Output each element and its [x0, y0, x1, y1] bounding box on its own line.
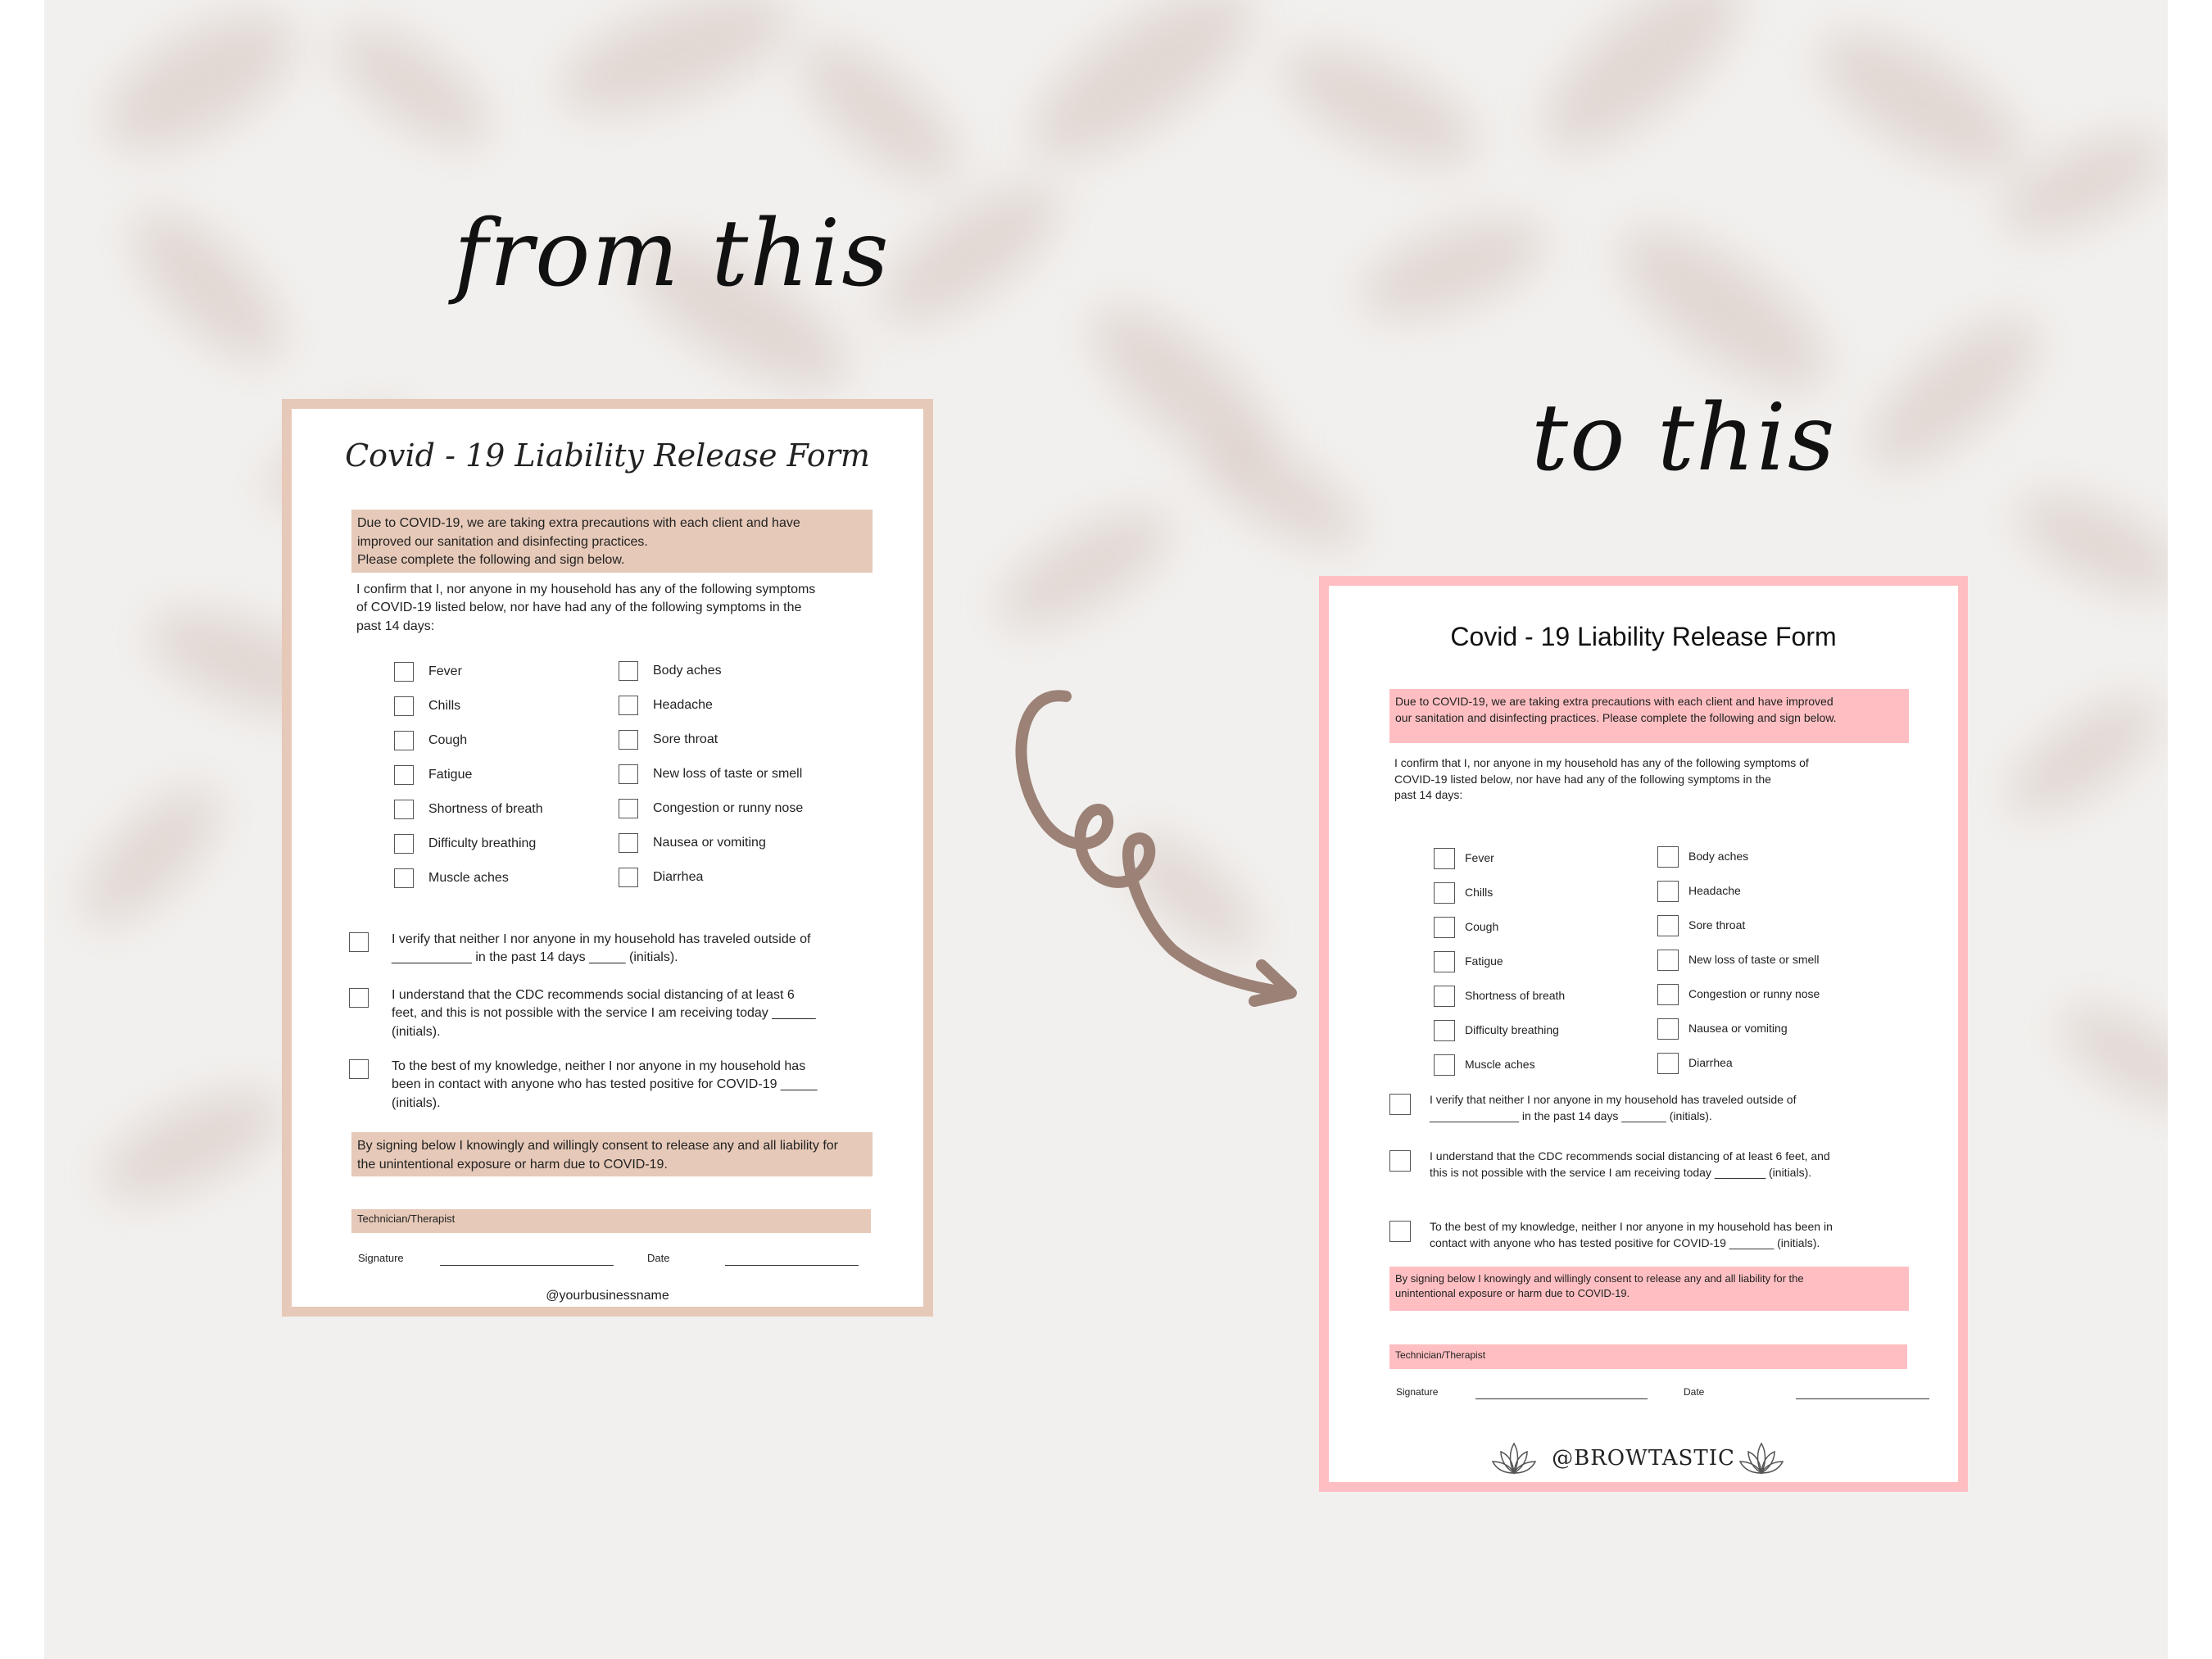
statement-line: I verify that neither I nor anyone in my household has traveled outside of	[1430, 1093, 1797, 1106]
date-label: Date	[647, 1252, 670, 1264]
symptom-checkbox[interactable]	[1657, 846, 1679, 868]
statement-text	[392, 931, 900, 968]
statement-line: ___________ in the past 14 days _____ (initials).	[392, 950, 678, 965]
statement-text	[392, 986, 900, 1041]
signature-line	[1475, 1398, 1648, 1399]
statement-line: To the best of my knowledge, neither I nor anyone in my household has	[392, 1059, 806, 1073]
form-title: Covid - 19 Liability Release Form	[345, 437, 870, 474]
statement-line: I verify that neither I nor anyone in my household has traveled outside of	[392, 932, 811, 946]
form-before-card	[282, 399, 933, 1317]
leaf-shadow	[1348, 198, 1559, 338]
consent-line: the unintentional exposure or harm due to COVID-19.	[357, 1157, 668, 1172]
symptom-checkbox[interactable]	[394, 834, 414, 854]
symptom-label: Headache	[1688, 884, 1741, 897]
symptom-checkbox[interactable]	[394, 868, 414, 888]
from-this-heading: from this	[454, 201, 891, 307]
statement-line: feet, and this is not possible with the service I am receiving today ______	[392, 1006, 816, 1021]
symptom-label: Fever	[1465, 851, 1494, 864]
symptom-checkbox[interactable]	[619, 730, 638, 750]
symptom-label: Difficulty breathing	[1465, 1023, 1559, 1036]
symptom-label: Fever	[428, 664, 462, 678]
signature-line	[440, 1265, 614, 1266]
symptom-label: New loss of taste or smell	[653, 767, 803, 781]
decorative-arrow-icon	[962, 672, 1306, 1016]
intro-band	[351, 510, 873, 573]
leaf-shadow	[318, 4, 508, 168]
symptom-checkbox[interactable]	[1657, 1053, 1679, 1074]
technician-label: Technician/Therapist	[1395, 1349, 1486, 1361]
statement-line: I understand that the CDC recommends social distancing of at least 6 feet, and	[1430, 1149, 1830, 1163]
technician-band	[1389, 1344, 1907, 1369]
confirm-line: of COVID-19 listed below, nor have had any of the following symptoms in the	[356, 601, 802, 615]
symptom-checkbox[interactable]	[1434, 882, 1455, 904]
statement-line: (initials).	[392, 1095, 441, 1110]
symptom-label: Fatigue	[428, 768, 473, 782]
statement-checkbox[interactable]	[349, 932, 369, 952]
leaf-shadow	[981, 488, 1189, 650]
symptom-checkbox[interactable]	[1434, 917, 1455, 938]
confirm-line: COVID-19 listed below, nor have had any of the following symptoms in the	[1394, 772, 1771, 786]
symptom-checkbox[interactable]	[619, 661, 638, 681]
statement-text	[1430, 1219, 1938, 1251]
symptom-checkbox[interactable]	[619, 833, 638, 853]
symptom-label: Diarrhea	[653, 870, 704, 884]
confirm-line: past 14 days:	[1394, 788, 1463, 802]
statement-line: To the best of my knowledge, neither I nor anyone in my household has been in	[1430, 1220, 1833, 1233]
statement-line: been in contact with anyone who has tested positive for COVID-19 _____	[392, 1077, 818, 1092]
consent-band	[1389, 1267, 1909, 1311]
statement-checkbox[interactable]	[349, 988, 369, 1008]
intro-line: our sanitation and disinfecting practices. Please complete the following and sign below.	[1395, 710, 1837, 724]
consent-line: By signing below I knowingly and willingly consent to release any and all liability for the	[1395, 1272, 1804, 1285]
statement-text	[1430, 1149, 1938, 1181]
leaf-shadow	[859, 159, 1081, 348]
symptom-label: Nausea or vomiting	[653, 836, 766, 850]
symptom-checkbox[interactable]	[1434, 1020, 1455, 1041]
form-after-card	[1319, 576, 1968, 1492]
symptom-label: Fatigue	[1465, 954, 1503, 968]
mockup-canvas	[44, 0, 2168, 1659]
lotus-logo-icon	[1738, 1440, 1784, 1476]
symptom-checkbox[interactable]	[1657, 950, 1679, 971]
symptom-label: Chills	[1465, 886, 1494, 899]
leaf-shadow	[1266, 25, 1494, 189]
statement-line: ______________ in the past 14 days _______ (initials).	[1430, 1108, 1712, 1122]
statement-checkbox[interactable]	[1389, 1094, 1411, 1115]
symptom-checkbox[interactable]	[1657, 915, 1679, 936]
symptom-label: Chills	[428, 699, 461, 713]
symptom-label: Shortness of breath	[1465, 989, 1566, 1002]
intro-line: Please complete the following and sign below.	[357, 553, 625, 568]
statement-checkbox[interactable]	[349, 1059, 369, 1079]
symptom-checkbox[interactable]	[1434, 986, 1455, 1007]
signature-label: Signature	[1396, 1386, 1439, 1398]
symptom-label: Muscle aches	[428, 871, 509, 885]
confirm-paragraph	[1394, 755, 1919, 804]
leaf-shadow	[86, 1068, 297, 1222]
symptom-checkbox[interactable]	[1657, 1018, 1679, 1040]
symptom-label: New loss of taste or smell	[1688, 953, 1820, 966]
symptom-label: Headache	[653, 698, 713, 712]
confirm-paragraph	[356, 581, 881, 636]
intro-line: Due to COVID-19, we are taking extra precautions with each client and have	[357, 516, 800, 530]
symptom-label: Body aches	[1688, 850, 1749, 863]
statement-checkbox[interactable]	[1389, 1150, 1411, 1172]
symptom-checkbox[interactable]	[394, 696, 414, 716]
intro-line: improved our sanitation and disinfecting practices.	[357, 534, 648, 549]
leaf-shadow	[61, 766, 240, 945]
symptom-label: Congestion or runny nose	[653, 801, 804, 815]
leaf-shadow	[2046, 987, 2168, 1126]
symptom-checkbox[interactable]	[619, 799, 638, 818]
symptom-label: Sore throat	[1688, 918, 1746, 931]
consent-band	[351, 1132, 873, 1176]
symptom-checkbox[interactable]	[619, 696, 638, 715]
form-title: Covid - 19 Liability Release Form	[1450, 622, 1837, 651]
symptom-label: Cough	[428, 733, 468, 747]
leaf-shadow	[1517, 0, 1766, 179]
date-label: Date	[1684, 1386, 1705, 1398]
statement-text	[1430, 1092, 1938, 1124]
leaf-shadow	[544, 0, 806, 138]
leaf-shadow	[110, 188, 306, 385]
confirm-line: I confirm that I, nor anyone in my household has any of the following symptoms	[356, 582, 816, 596]
consent-line: unintentional exposure or harm due to COVID-19.	[1395, 1287, 1630, 1300]
signature-label: Signature	[358, 1252, 404, 1264]
symptom-label: Difficulty breathing	[428, 836, 537, 850]
technician-band	[351, 1209, 871, 1233]
statement-checkbox[interactable]	[1389, 1221, 1411, 1242]
symptom-checkbox[interactable]	[394, 731, 414, 750]
statement-line: this is not possible with the service I am receiving today ________ (initials).	[1430, 1165, 1812, 1179]
leaf-shadow	[1007, 0, 1278, 189]
leaf-shadow	[83, 0, 316, 178]
consent-line: By signing below I knowingly and willingly consent to release any and all liability for	[357, 1139, 838, 1153]
leaf-shadow	[780, 20, 981, 206]
statement-line: I understand that the CDC recommends social distancing of at least 6	[392, 988, 795, 1002]
symptom-label: Muscle aches	[1465, 1058, 1535, 1071]
symptom-checkbox[interactable]	[1434, 951, 1455, 972]
symptom-label: Body aches	[653, 664, 722, 678]
technician-label: Technician/Therapist	[357, 1213, 456, 1225]
business-handle: @yourbusinessname	[546, 1289, 669, 1303]
symptom-label: Shortness of breath	[428, 802, 543, 816]
statement-text	[392, 1058, 900, 1113]
leaf-shadow	[1185, 419, 1376, 569]
symptom-checkbox[interactable]	[1434, 848, 1455, 869]
leaf-shadow	[1798, 6, 2042, 198]
symptom-checkbox[interactable]	[1434, 1054, 1455, 1076]
intro-band	[1389, 689, 1909, 743]
confirm-line: past 14 days:	[356, 619, 435, 633]
leaf-shadow	[1845, 293, 2060, 493]
to-this-heading: to this	[1531, 385, 1837, 492]
intro-line: Due to COVID-19, we are taking extra precautions with each client and have improved	[1395, 695, 1834, 708]
symptom-checkbox[interactable]	[619, 764, 638, 784]
confirm-line: I confirm that I, nor anyone in my household has any of the following symptoms of	[1394, 756, 1809, 769]
statement-line: contact with anyone who has tested positive for COVID-19 _______ (initials).	[1430, 1235, 1820, 1249]
date-line	[1796, 1398, 1929, 1399]
symptom-checkbox[interactable]	[394, 765, 414, 785]
symptom-checkbox[interactable]	[1657, 984, 1679, 1005]
date-line	[725, 1265, 859, 1266]
symptom-label: Nausea or vomiting	[1688, 1022, 1788, 1035]
symptom-label: Congestion or runny nose	[1688, 987, 1820, 1000]
business-handle: @BROWTASTIC	[1552, 1446, 1735, 1471]
symptom-checkbox[interactable]	[394, 800, 414, 819]
symptom-checkbox[interactable]	[619, 868, 638, 887]
statement-line: (initials).	[392, 1024, 441, 1039]
symptom-checkbox[interactable]	[1657, 881, 1679, 902]
symptom-label: Diarrhea	[1688, 1056, 1733, 1069]
symptom-label: Sore throat	[653, 732, 718, 746]
leaf-shadow	[1991, 676, 2168, 836]
leaf-shadow	[2003, 474, 2168, 617]
symptom-checkbox[interactable]	[394, 662, 414, 682]
symptom-label: Cough	[1465, 920, 1499, 933]
